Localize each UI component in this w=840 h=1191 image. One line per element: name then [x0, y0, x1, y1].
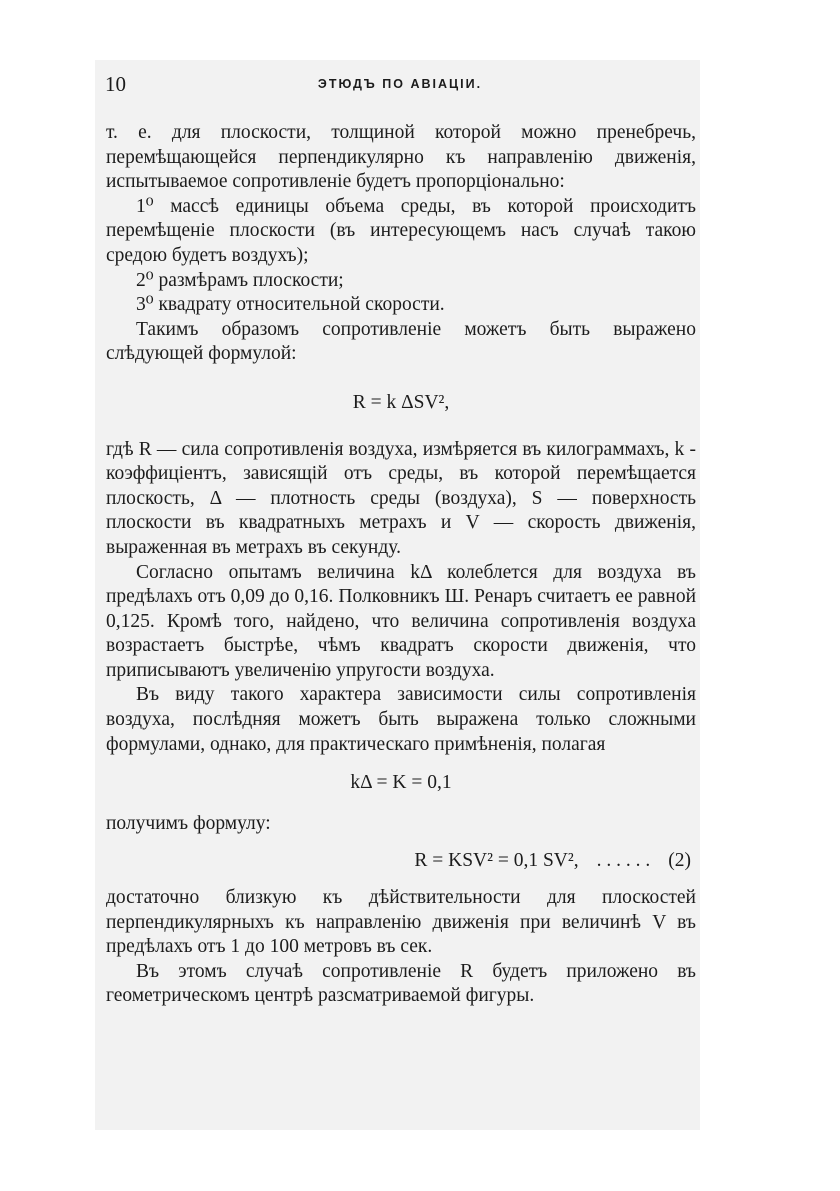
running-title: ЭТЮДЪ ПО АВІАЦІИ.	[317, 77, 483, 91]
paragraph: Такимъ образомъ сопротивленіе можетъ быть выражено слѣдующей формулой:	[106, 318, 696, 365]
paragraph: гдѣ R — сила сопротивленія воздуха, измѣряется въ килограммахъ, k - коэффиціентъ, зависящій отъ среды, въ которой перемѣщается плоскость, Δ — плотность среды (воздуха), S — поверхность плоскости въ квадратныхъ метрахъ и V — скорость движенія, выраженная въ метрахъ въ секунду.	[106, 438, 696, 558]
formula: R = k ΔSV²,	[352, 391, 450, 413]
list-item: 2⁰ размѣрамъ плоскости;	[136, 269, 344, 291]
formula: kΔ = K = 0,1	[350, 772, 452, 794]
page-header	[105, 72, 695, 102]
list-item: 3⁰ квадрату относительной скорости.	[136, 294, 445, 316]
numbered-formula	[106, 849, 696, 874]
formula: R = KSV² = 0,1 SV²,	[414, 850, 579, 872]
paragraph: т. е. для плоскости, толщиной которой можно пренебречь, перемѣщающейся перпендикулярно къ направленію движенія, испытываемое сопротивленіе будетъ пропорціонально:	[106, 122, 696, 193]
list-item: 1⁰ массѣ единицы объема среды, въ которой происходитъ перемѣщеніе плоскости (въ интересующемъ насъ случаѣ такою средою будетъ воздухъ);	[106, 195, 696, 266]
page-number: 10	[105, 72, 126, 96]
formula-leader-dots: . . . . . .	[596, 850, 651, 872]
paragraph: Въ этомъ случаѣ сопротивленіе R будетъ приложено въ геометрическомъ центрѣ разсматриваемой фигуры.	[106, 960, 696, 1007]
paragraph: получимъ формулу:	[106, 812, 271, 834]
equation-number: (2)	[668, 850, 691, 872]
paragraph: Согласно опытамъ величина kΔ колеблется для воздуха въ предѣлахъ отъ 0,09 до 0,16. Полковникъ Ш. Ренаръ считаетъ ее равной 0,125. Кромѣ того, найдено, что величина сопротивленія воздуха возрастаетъ быстрѣе, чѣмъ квадратъ скорости движенія, что приписываютъ увеличенію упругости воздуха.	[106, 561, 696, 681]
body-text	[106, 121, 696, 1009]
paragraph: достаточно близкую къ дѣйствительности для плоскостей перпендикулярныхъ къ направленію движенія при величинѣ V въ предѣлахъ отъ 1 до 100 метровъ въ сек.	[106, 887, 696, 958]
paragraph: Въ виду такого характера зависимости силы сопротивленія воздуха, послѣдняя можетъ быть выражена только сложными формулами, однако, для практическаго примѣненія, полагая	[106, 684, 696, 755]
